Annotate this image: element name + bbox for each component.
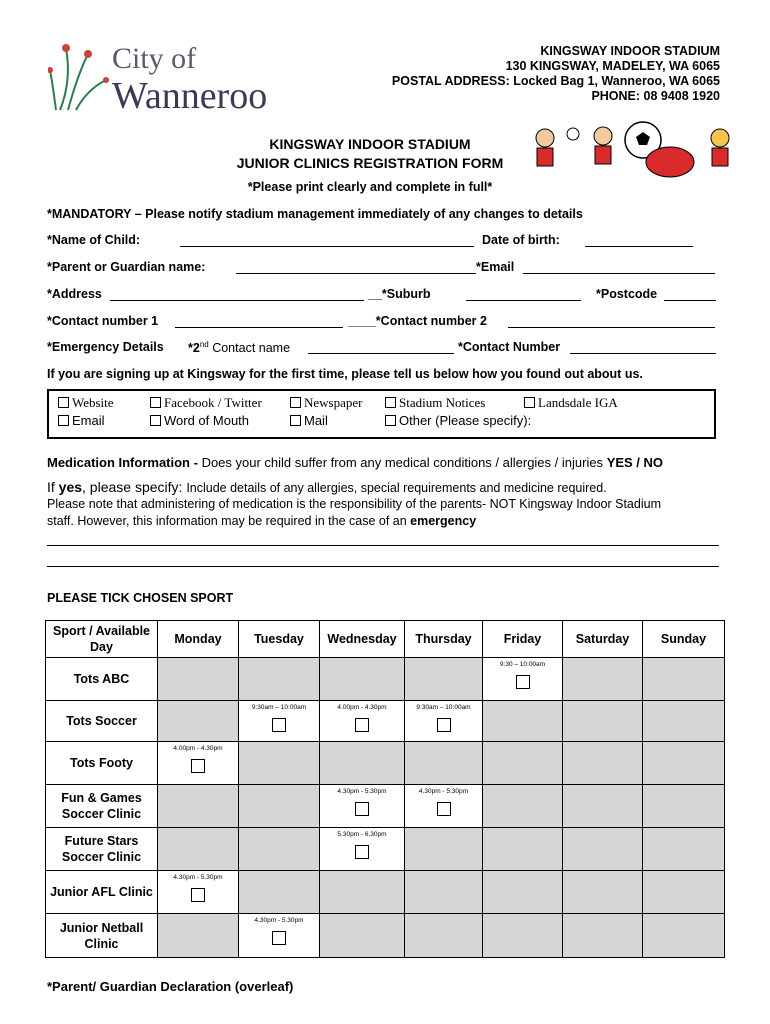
- unavailable-slot: [405, 658, 483, 701]
- contact-number-label: *Contact Number: [458, 340, 561, 354]
- unavailable-slot: [563, 658, 643, 701]
- unavailable-slot: [643, 914, 725, 958]
- day-header: Thursday: [405, 621, 483, 658]
- checkbox-icon[interactable]: [385, 415, 396, 426]
- unavailable-slot: [483, 914, 563, 958]
- tick-checkbox[interactable]: [272, 718, 286, 732]
- postcode-field[interactable]: [664, 288, 716, 301]
- unavailable-slot: [405, 828, 483, 871]
- tick-checkbox[interactable]: [437, 802, 451, 816]
- table-row: [46, 828, 725, 871]
- option-stadium-notices[interactable]: Stadium Notices: [385, 395, 485, 411]
- stadium-address: [392, 44, 720, 104]
- contact1-field[interactable]: [175, 315, 343, 328]
- table-corner-header: Sport / Available Day: [46, 621, 158, 658]
- table-row: [46, 871, 725, 914]
- child-name-field[interactable]: [180, 234, 474, 247]
- contact2-field[interactable]: [508, 315, 715, 328]
- form-title-line1: KINGSWAY INDOOR STADIUM: [269, 136, 471, 152]
- available-slot: [239, 914, 320, 958]
- slot-time: 4.30pm - 5.30pm: [173, 874, 223, 881]
- unavailable-slot: [239, 658, 320, 701]
- form-title-line2: JUNIOR CLINICS REGISTRATION FORM: [236, 155, 504, 171]
- second-contact-name-field[interactable]: [308, 341, 454, 354]
- unavailable-slot: [563, 871, 643, 914]
- medication-specify: If yes, please specify: Include details of any allergies, special requirements and medicine required.: [47, 479, 607, 495]
- available-slot: [158, 742, 239, 785]
- option-mail[interactable]: Mail: [290, 413, 328, 428]
- available-slot: [483, 658, 563, 701]
- unavailable-slot: [320, 658, 405, 701]
- suburb-label: __*Suburb: [368, 287, 431, 301]
- schedule-heading: PLEASE TICK CHOSEN SPORT: [47, 591, 234, 605]
- checkbox-icon[interactable]: [150, 415, 161, 426]
- unavailable-slot: [483, 701, 563, 742]
- option-website[interactable]: Website: [58, 395, 114, 411]
- checkbox-icon[interactable]: [58, 415, 69, 426]
- unavailable-slot: [643, 785, 725, 828]
- address-line: KINGSWAY INDOOR STADIUM: [540, 44, 720, 58]
- unavailable-slot: [483, 742, 563, 785]
- available-slot: [405, 701, 483, 742]
- available-slot: [158, 871, 239, 914]
- unavailable-slot: [643, 658, 725, 701]
- sport-name: Junior AFL Clinic: [46, 871, 158, 914]
- day-header: Tuesday: [239, 621, 320, 658]
- parent-name-label: *Parent or Guardian name:: [47, 260, 206, 274]
- unavailable-slot: [563, 828, 643, 871]
- how-found-prompt: If you are signing up at Kingsway for the first time, please tell us below how you found out about us.: [47, 367, 643, 381]
- available-slot: [320, 785, 405, 828]
- logo-text-wanneroo: Wanneroo: [112, 75, 268, 117]
- day-header: Monday: [158, 621, 239, 658]
- unavailable-slot: [239, 742, 320, 785]
- slot-time: 5.30pm - 6.30pm: [337, 831, 387, 838]
- unavailable-slot: [483, 871, 563, 914]
- day-header: Saturday: [563, 621, 643, 658]
- available-slot: [405, 785, 483, 828]
- unavailable-slot: [405, 871, 483, 914]
- checkbox-icon[interactable]: [385, 397, 396, 408]
- postcode-label: *Postcode: [596, 287, 658, 301]
- medication-note-line1: Please note that administering of medication is the responsibility of the parents- NOT Kingsway Indoor Stadium: [47, 497, 661, 511]
- checkbox-icon[interactable]: [58, 397, 69, 408]
- unavailable-slot: [158, 828, 239, 871]
- tick-checkbox[interactable]: [355, 845, 369, 859]
- phone-line: PHONE: 08 9408 1920: [591, 89, 720, 103]
- sport-name: Tots Footy: [46, 742, 158, 785]
- tick-checkbox[interactable]: [191, 759, 205, 773]
- sport-name: Tots ABC: [46, 658, 158, 701]
- child-name-label: *Name of Child:: [47, 233, 141, 247]
- declaration-note: *Parent/ Guardian Declaration (overleaf): [47, 979, 294, 994]
- table-row: [46, 914, 725, 958]
- table-row: [46, 742, 725, 785]
- day-header: Friday: [483, 621, 563, 658]
- print-instruction: *Please print clearly and complete in full*: [247, 180, 493, 194]
- tick-checkbox[interactable]: [355, 718, 369, 732]
- unavailable-slot: [158, 914, 239, 958]
- unavailable-slot: [563, 701, 643, 742]
- slot-time: 9:30am – 10:00am: [416, 704, 471, 711]
- unavailable-slot: [320, 742, 405, 785]
- option-other[interactable]: Other (Please specify):: [385, 413, 531, 428]
- unavailable-slot: [563, 914, 643, 958]
- dob-field[interactable]: [585, 234, 693, 247]
- tick-checkbox[interactable]: [191, 888, 205, 902]
- unavailable-slot: [643, 701, 725, 742]
- unavailable-slot: [239, 871, 320, 914]
- slot-time: 4.30pm - 5.30pm: [254, 917, 304, 924]
- unavailable-slot: [483, 785, 563, 828]
- emergency-label: *Emergency Details: [47, 340, 164, 354]
- option-email[interactable]: Email: [58, 413, 105, 428]
- option-word-of-mouth[interactable]: Word of Mouth: [150, 413, 249, 428]
- address-line: 130 KINGSWAY, MADELEY, WA 6065: [505, 59, 720, 73]
- checkbox-icon[interactable]: [524, 397, 535, 408]
- unavailable-slot: [643, 871, 725, 914]
- medication-details-line[interactable]: [47, 545, 719, 546]
- email-field[interactable]: [523, 261, 715, 274]
- slot-time: 9:30 – 10:00am: [499, 661, 546, 668]
- slot-time: 4.00pm - 4.30pm: [337, 704, 387, 711]
- sport-name: Fun & Games Soccer Clinic: [46, 785, 158, 828]
- mandatory-notice: *MANDATORY – Please notify stadium management immediately of any changes to details: [47, 207, 583, 221]
- dob-label: Date of birth:: [482, 233, 560, 247]
- unavailable-slot: [563, 785, 643, 828]
- medication-note-line2: staff. However, this information may be required in the case of an emergency: [47, 514, 477, 528]
- table-row: [46, 785, 725, 828]
- email-label: *Email: [476, 260, 515, 274]
- address-field[interactable]: [110, 288, 364, 301]
- available-slot: [320, 701, 405, 742]
- sport-name: Tots Soccer: [46, 701, 158, 742]
- day-header: Sunday: [643, 621, 725, 658]
- parent-name-field[interactable]: [236, 261, 476, 274]
- slot-time: 4.00pm - 4.30pm: [173, 745, 223, 752]
- slot-time: 4.30pm - 5.30pm: [418, 788, 469, 795]
- medication-question: Medication Information - Does your child suffer from any medical conditions / allergies / injuries YES / NO: [47, 455, 664, 470]
- contact2-label: ____*Contact number 2: [348, 314, 487, 328]
- contact1-label: *Contact number 1: [47, 314, 159, 328]
- slot-time: 9:30am – 10:00am: [251, 704, 307, 711]
- option-facebook[interactable]: Facebook / Twitter: [150, 395, 262, 411]
- second-contact-name-label: *2nd Contact name: [188, 340, 291, 356]
- address-label: *Address: [47, 287, 102, 301]
- unavailable-slot: [239, 828, 320, 871]
- sport-schedule-table: [45, 620, 725, 958]
- yes-no-option[interactable]: YES / NO: [606, 455, 664, 470]
- unavailable-slot: [643, 742, 725, 785]
- tick-checkbox[interactable]: [355, 802, 369, 816]
- available-slot: [239, 701, 320, 742]
- unavailable-slot: [405, 914, 483, 958]
- suburb-field[interactable]: [466, 288, 581, 301]
- option-landsdale[interactable]: Landsdale IGA: [524, 395, 618, 411]
- unavailable-slot: [563, 742, 643, 785]
- unavailable-slot: [405, 742, 483, 785]
- how-found-options-box: [47, 389, 716, 439]
- unavailable-slot: [320, 914, 405, 958]
- checkbox-icon[interactable]: [150, 397, 161, 408]
- sport-name: Junior Netball Clinic: [46, 914, 158, 958]
- checkbox-icon[interactable]: [290, 397, 301, 408]
- unavailable-slot: [643, 828, 725, 871]
- unavailable-slot: [158, 785, 239, 828]
- medication-details-line[interactable]: [47, 566, 719, 567]
- day-header: Wednesday: [320, 621, 405, 658]
- tick-checkbox[interactable]: [516, 675, 530, 689]
- table-row: [46, 658, 725, 701]
- contact-number-field[interactable]: [570, 341, 716, 354]
- sport-name: Future Stars Soccer Clinic: [46, 828, 158, 871]
- option-newspaper[interactable]: Newspaper: [290, 395, 362, 411]
- tick-checkbox[interactable]: [272, 931, 286, 945]
- unavailable-slot: [239, 785, 320, 828]
- available-slot: [320, 828, 405, 871]
- unavailable-slot: [158, 658, 239, 701]
- checkbox-icon[interactable]: [290, 415, 301, 426]
- address-line: POSTAL ADDRESS: Locked Bag 1, Wanneroo, WA 6065: [391, 74, 720, 88]
- unavailable-slot: [320, 871, 405, 914]
- slot-time: 4.30pm - 5.30pm: [337, 788, 387, 795]
- unavailable-slot: [483, 828, 563, 871]
- unavailable-slot: [158, 701, 239, 742]
- logo-text-city-of: City of: [112, 42, 197, 75]
- table-row: [46, 701, 725, 742]
- tick-checkbox[interactable]: [437, 718, 451, 732]
